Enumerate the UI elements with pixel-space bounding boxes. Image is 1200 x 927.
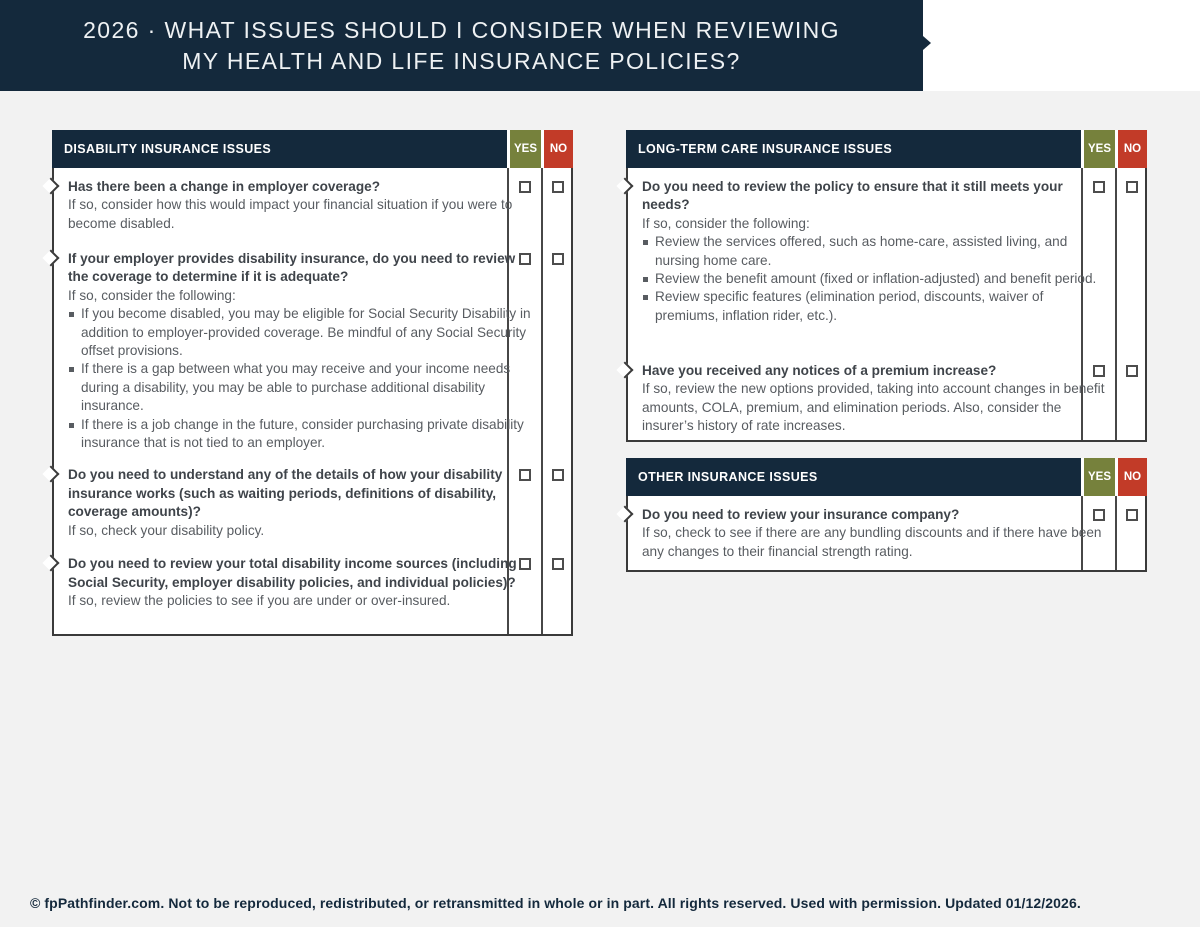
yes-column-header: YES (1081, 130, 1115, 168)
no-cell (1115, 352, 1147, 440)
no-column-header: NO (1115, 458, 1147, 496)
bullet-item: Review the services offered, such as home-care, assisted living, and nursing home care. (642, 233, 1105, 270)
table-disability-insurance-issues (52, 130, 573, 636)
bullet-item: If you become disabled, you may be eligible for Social Security Disability in addition to employer-provided coverage. Be mindful of any Social Security offset provisions. (68, 305, 531, 360)
table-title: OTHER INSURANCE ISSUES (638, 470, 818, 484)
table-header (626, 458, 1147, 496)
table-body (626, 496, 1147, 572)
question-text: Do you need to review your total disability income sources (including Social Security, employer disability policies, and individual policies)? (68, 556, 517, 590)
question-text: Do you need to review your insurance company? (642, 507, 960, 522)
question-row (628, 168, 1145, 352)
question-text: Do you need to understand any of the details of how your disability insurance works (such as waiting periods, definitions of disability, coverage amounts)? (68, 467, 503, 520)
table-title: LONG-TERM CARE INSURANCE ISSUES (638, 142, 893, 156)
bullet-item: If there is a job change in the future, consider purchasing private disability insurance that is not tied to an employer. (68, 416, 531, 453)
question-text: Has there been a change in employer coverage? (68, 179, 381, 194)
question-cell (54, 168, 513, 240)
no-cell (1115, 496, 1147, 570)
table-header (52, 130, 573, 168)
bullet-item: If there is a gap between what you may receive and your income needs during a disability, you may be able to purchase additional disability insurance. (68, 360, 531, 415)
table-body (52, 168, 573, 636)
header-banner (0, 0, 923, 91)
yes-column-header: YES (507, 130, 541, 168)
page-title-line2: MY HEALTH AND LIFE INSURANCE POLICIES? (182, 47, 741, 74)
bullet-item: Review specific features (elimination period, discounts, waiver of premiums, inflation rider, etc.). (642, 288, 1105, 325)
no-checkbox[interactable] (552, 253, 564, 265)
hint-text: If so, consider the following: (68, 287, 236, 303)
question-cell (628, 352, 1105, 440)
question-cell (54, 456, 507, 545)
hint-text: If so, check your disability policy. (68, 522, 265, 538)
hint-text: If so, check to see if there are any bundling discounts and if there have been any changes to their financial strength rating. (642, 525, 1102, 559)
table-header (626, 130, 1147, 168)
no-cell (541, 168, 573, 240)
question-cell (628, 168, 1097, 352)
no-column-header: NO (1115, 130, 1147, 168)
table-other-insurance-issues (626, 458, 1147, 572)
hint-text: If so, review the new options provided, taking into account changes in benefit amounts, COLA, premium, and elimination periods. Also, consider the insurer’s history of rate increases. (642, 381, 1105, 434)
question-marker-icon (43, 555, 60, 572)
no-cell (541, 545, 573, 634)
no-column-header: NO (541, 130, 573, 168)
no-checkbox[interactable] (1126, 365, 1138, 377)
no-checkbox[interactable] (552, 469, 564, 481)
question-row (54, 168, 571, 240)
question-row (628, 352, 1145, 440)
question-text: If your employer provides disability insurance, do you need to review the coverage to determine if it is adequate? (68, 251, 516, 285)
yes-column-header: YES (1081, 458, 1115, 496)
no-checkbox[interactable] (552, 181, 564, 193)
hint-text: If so, consider the following: (642, 215, 810, 231)
no-cell (541, 240, 573, 456)
question-cell (628, 496, 1102, 570)
question-row (54, 545, 571, 634)
question-row (54, 240, 571, 456)
question-marker-icon (617, 178, 634, 195)
question-text: Do you need to review the policy to ensure that it still meets your needs? (642, 179, 1063, 213)
question-row (628, 496, 1145, 570)
table-title: DISABILITY INSURANCE ISSUES (64, 142, 272, 156)
banner-arrow-icon (923, 36, 931, 50)
table-long-term-care-insurance-issues (626, 130, 1147, 442)
bullet-list (68, 305, 531, 452)
no-checkbox[interactable] (1126, 509, 1138, 521)
hint-text: If so, consider how this would impact your financial situation if you were to become disabled. (68, 197, 513, 231)
no-cell (541, 456, 573, 545)
question-cell (54, 545, 517, 634)
question-marker-icon (43, 466, 60, 483)
bullet-item: Review the benefit amount (fixed or inflation-adjusted) and benefit period. (642, 270, 1105, 288)
table-body (626, 168, 1147, 442)
page-title-line1: 2026 · WHAT ISSUES SHOULD I CONSIDER WHEN REVIEWING (83, 16, 840, 43)
question-row (54, 456, 571, 545)
no-cell (1115, 168, 1147, 352)
question-text: Have you received any notices of a premium increase? (642, 363, 997, 378)
copyright-notice: © fpPathfinder.com. Not to be reproduced, redistributed, or retransmitted in whole or in part. All rights reserved. Used with permission. Updated 01/12/2026. (30, 895, 1081, 911)
question-marker-icon (43, 250, 60, 267)
question-marker-icon (617, 362, 634, 379)
no-checkbox[interactable] (1126, 181, 1138, 193)
top-strip (0, 0, 1200, 91)
bullet-list (642, 233, 1105, 325)
question-cell (54, 240, 531, 456)
question-marker-icon (43, 178, 60, 195)
hint-text: If so, review the policies to see if you are under or over-insured. (68, 593, 451, 609)
question-marker-icon (617, 506, 634, 523)
no-checkbox[interactable] (552, 558, 564, 570)
